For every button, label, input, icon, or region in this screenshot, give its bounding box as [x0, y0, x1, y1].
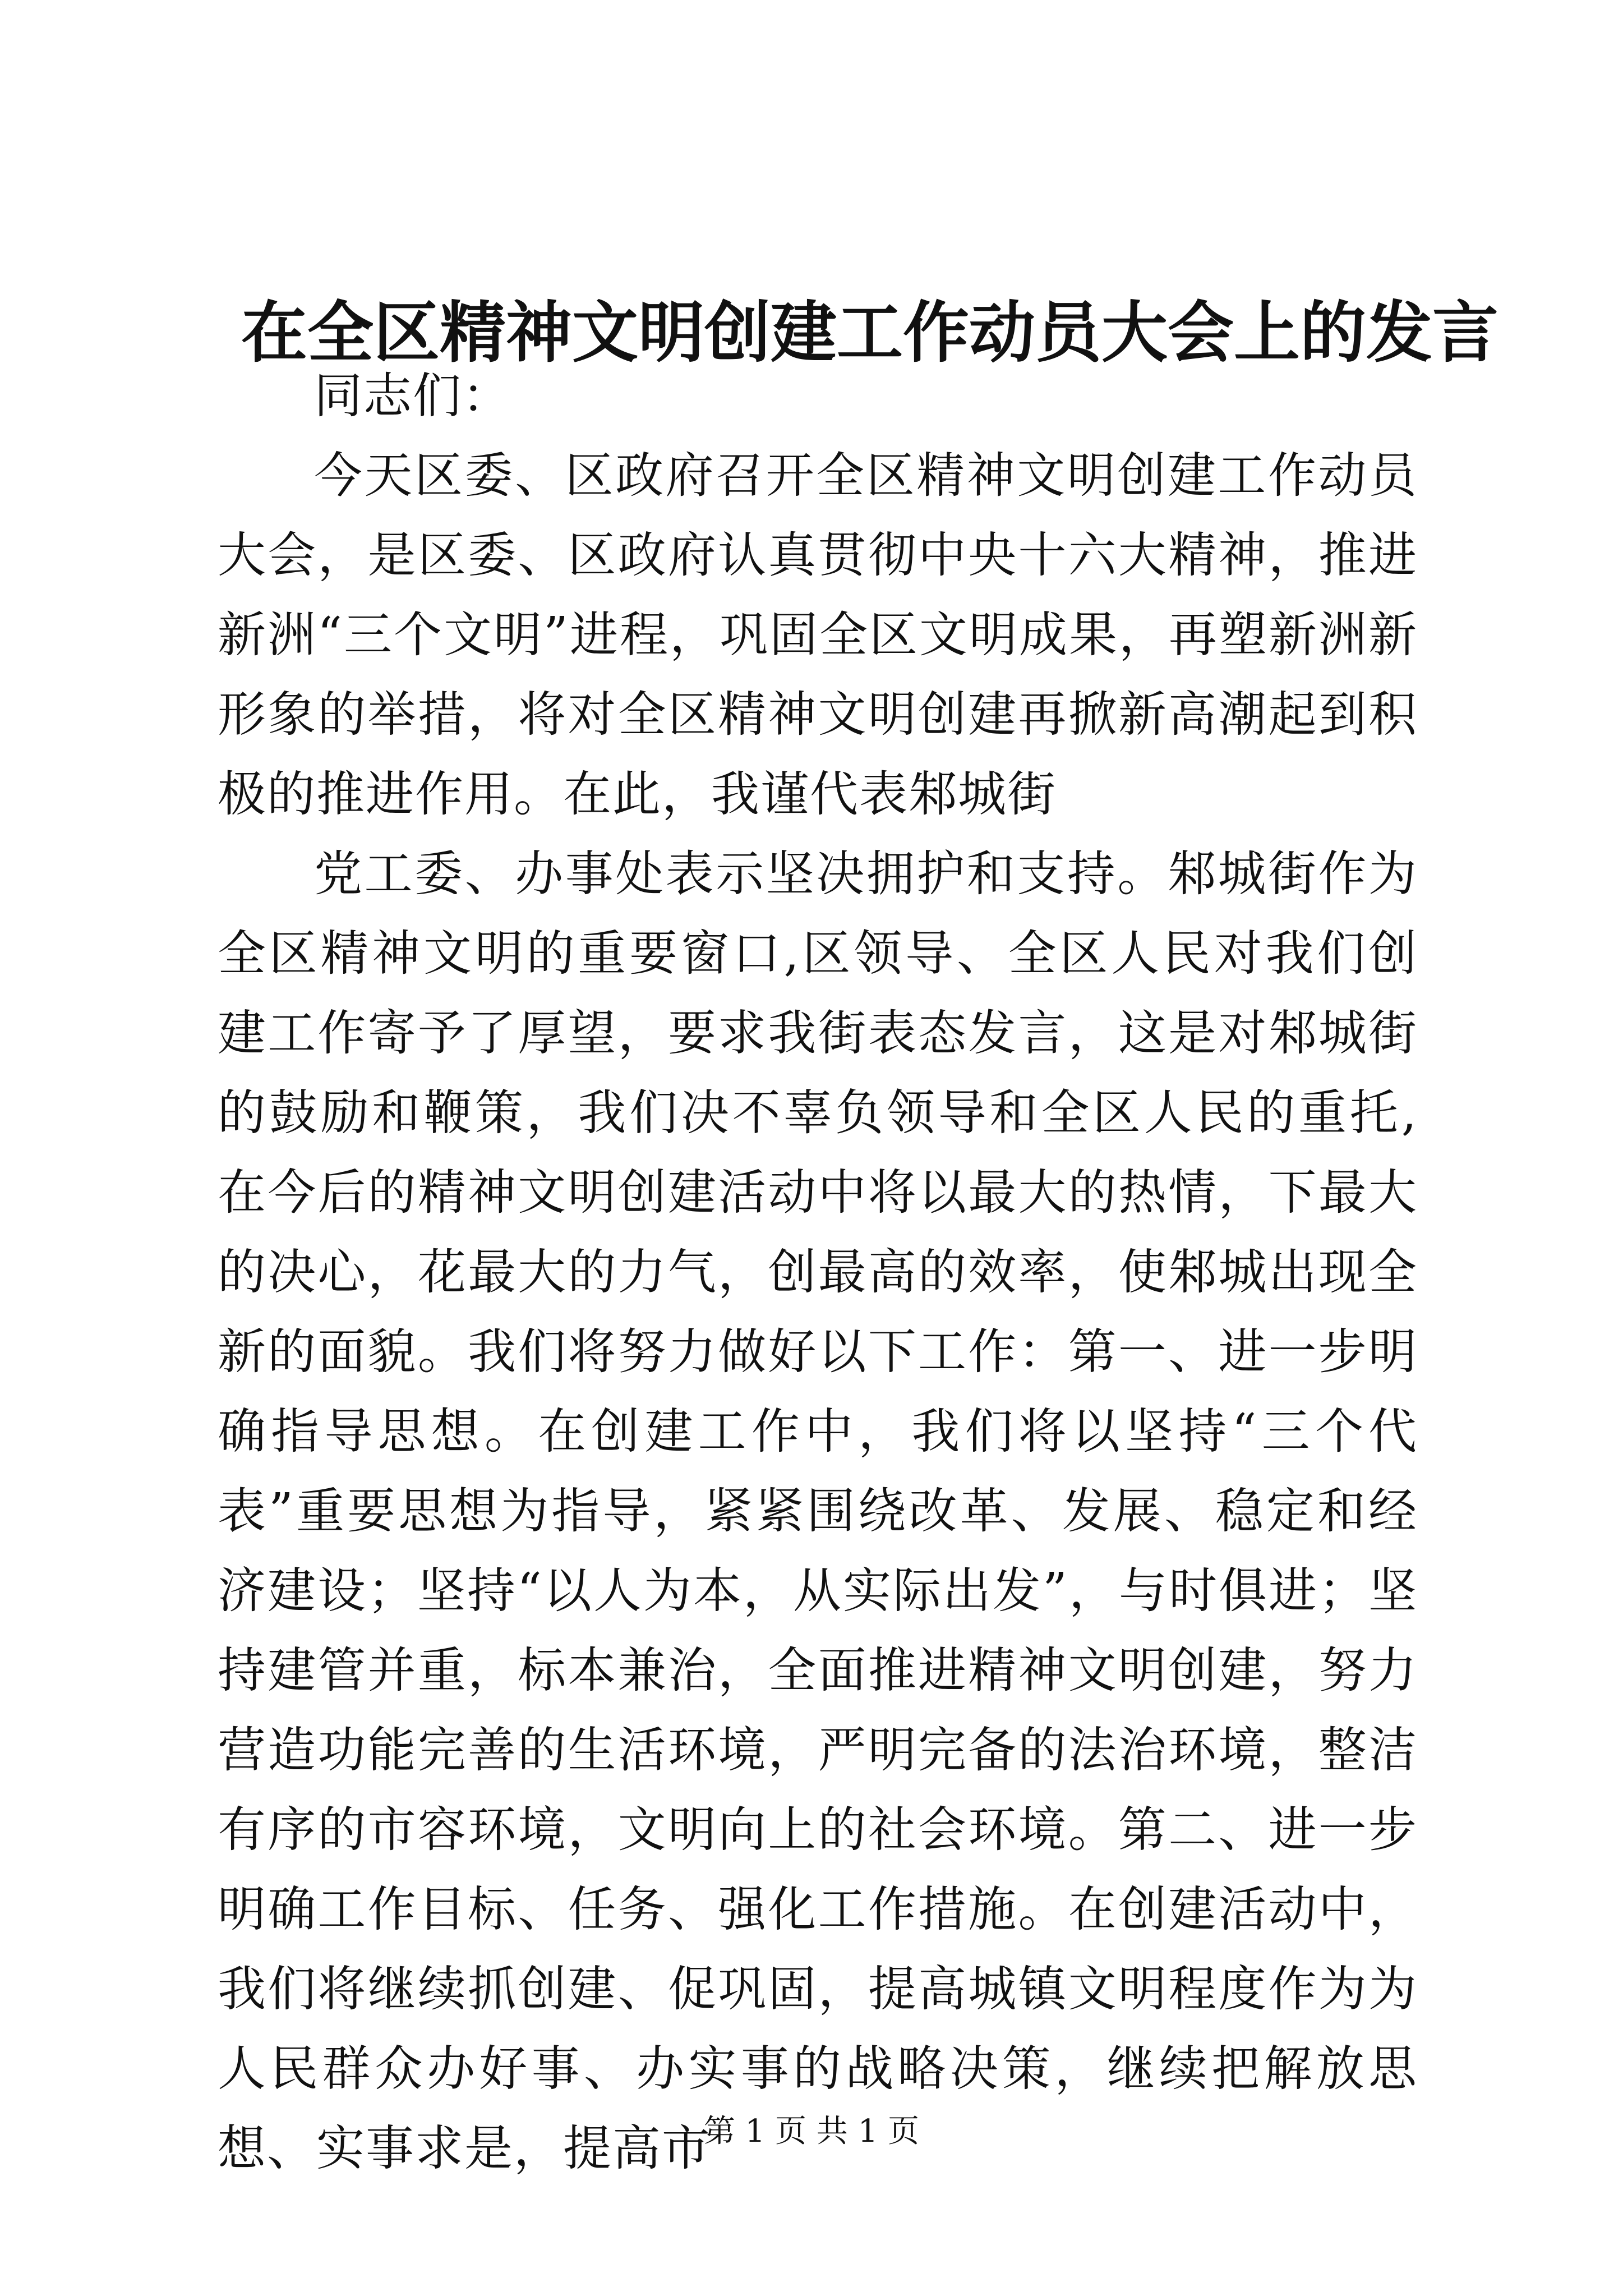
salutation: 同志们：	[314, 368, 511, 424]
paragraph: 今天区委、区政府召开全区精神文明创建工作动员大会，是区委、区政府认真贯彻中央十六大精神，推进新洲“三个文明”进程，巩固全区文明成果，再塑新洲新形象的举措，将对全区精神文明创建再掀新高潮起到积极的推进作用。在此，我谨代表邾城街	[218, 448, 1418, 822]
document-title: 在全区精神文明创建工作动员大会上的发言	[241, 293, 1499, 371]
document-body	[218, 356, 1418, 2188]
page-footer: 第 1 页 共 1 页	[703, 2113, 920, 2150]
paragraph: 党工委、办事处表示坚决拥护和支持。邾城街作为全区精神文明的重要窗口,区领导、全区人民对我们创建工作寄予了厚望，要求我街表态发言，这是对邾城街的鼓励和鞭策，我们决不辜负领导和全区人民的重托,在今后的精神文明创建活动中将以最大的热情，下最大的决心，花最大的力气，创最高的效率，使邾城出现全新的面貌。我们将努力做好以下工作：第一、进一步明确指导思想。在创建工作中，我们将以坚持“三个代表”重要思想为指导，紧紧围绕改革、发展、稳定和经济建设；坚持“以人为本，从实际出发”，与时俱进；坚持建管并重，标本兼治，全面推进精神文明创建，努力营造功能完善的生活环境，严明完备的法治环境，整洁有序的市容环境，文明向上的社会环境。第二、进一步明确工作目标、任务、强化工作措施。在创建活动中，我们将继续抓创建、促巩固，提高城镇文明程度作为为人民群众办好事、办实事的战略决策，继续把解放思想、实事求是，提高市	[218, 846, 1418, 2177]
